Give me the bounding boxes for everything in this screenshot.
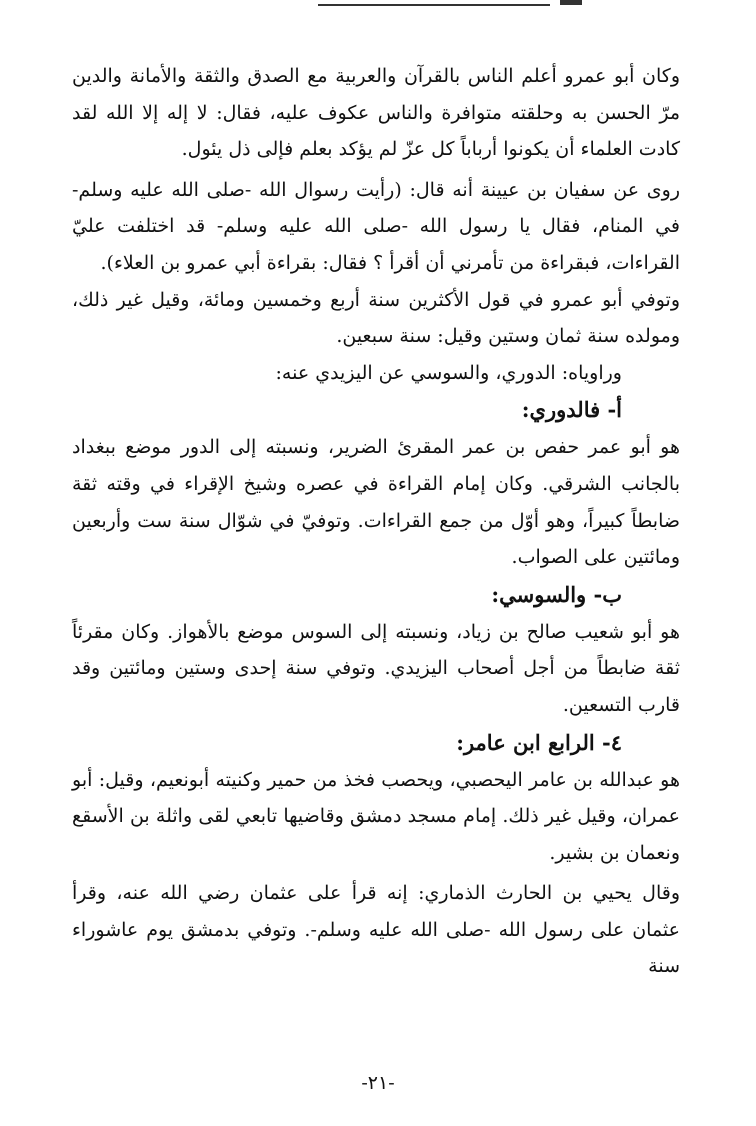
page-number: -٢١-	[361, 1072, 395, 1094]
paragraph-abu-amr-knowledge: وكان أبو عمرو أعلم الناس بالقرآن والعربية مع الصدق والثقة والأمانة والدين مرّ الحسن به وحلقته متوافرة والناس عكوف عليه، فقال: لا إله إلا الله لقد كادت العلماء أن يكونوا أرباباً كل عزّ لم يؤكد بعلم فإلى ذل يئول.	[72, 65, 680, 161]
paragraph-abu-amr-death: وتوفي أبو عمرو في قول الأكثرين سنة أربع وخمسين ومائة، وقيل غير ذلك، ومولده سنة ثمان وستين وقيل: سنة سبعين.	[72, 288, 680, 348]
heading-al-susi: ب- والسوسي:	[491, 581, 622, 607]
header-rule	[318, 4, 550, 6]
page-body	[72, 58, 680, 985]
paragraph-narrators-intro: وراوياه: الدوري، والسوسي عن اليزيدي عنه:	[275, 361, 622, 384]
paragraph-sufyan-narration: روى عن سفيان بن عيينة أنه قال: (رأيت رسوال الله -صلى الله عليه وسلم- في المنام، فقال يا رسول الله -صلى الله عليه وسلم- قد اختلفت عليّ القراءات، فبقراءة من تأمرني أن أقرأ ؟ فقال: بقراءة أبي عمرو بن العلاء).	[72, 178, 680, 274]
heading-al-duri: أ- فالدوري:	[521, 397, 622, 423]
heading-ibn-amir: ٤- الرابع ابن عامر:	[456, 729, 622, 755]
header-rule-mark	[560, 0, 582, 5]
paragraph-al-duri: هو أبو عمر حفص بن عمر المقرئ الضرير، ونسبته إلى الدور موضع ببغداد بالجانب الشرقي. وكان إمام القراءة في عصره وشيخ الإقراء في وقته ثقة ضابطاً كبيراً، وهو أوّل من جمع القراءات. وتوفيّ في شوّال سنة ست وأربعين ومائتين على الصواب.	[72, 436, 680, 569]
paragraph-yahya-narration: وقال يحيي بن الحارث الذماري: إنه قرأ على عثمان رضي الله عنه، وقرأ عثمان على رسول الله -صلى الله عليه وسلم-. وتوفي بدمشق يوم عاشوراء سنة	[72, 882, 680, 978]
paragraph-al-susi: هو أبو شعيب صالح بن زياد، ونسبته إلى السوس موضع بالأهواز. وكان مقرئاً ثقة ضابطاً من أجل أصحاب اليزيدي. وتوفي سنة إحدى وستين ومائتين وقد قارب التسعين.	[72, 620, 680, 716]
paragraph-ibn-amir: هو عبدالله بن عامر اليحصبي، ويحصب فخذ من حمير وكنيته أبونعيم، وقيل: أبو عمران، وقيل غير ذلك. إمام مسجد دمشق وقاضيها تابعي لقى واثلة بن الأسقع ونعمان بن بشير.	[72, 768, 680, 864]
